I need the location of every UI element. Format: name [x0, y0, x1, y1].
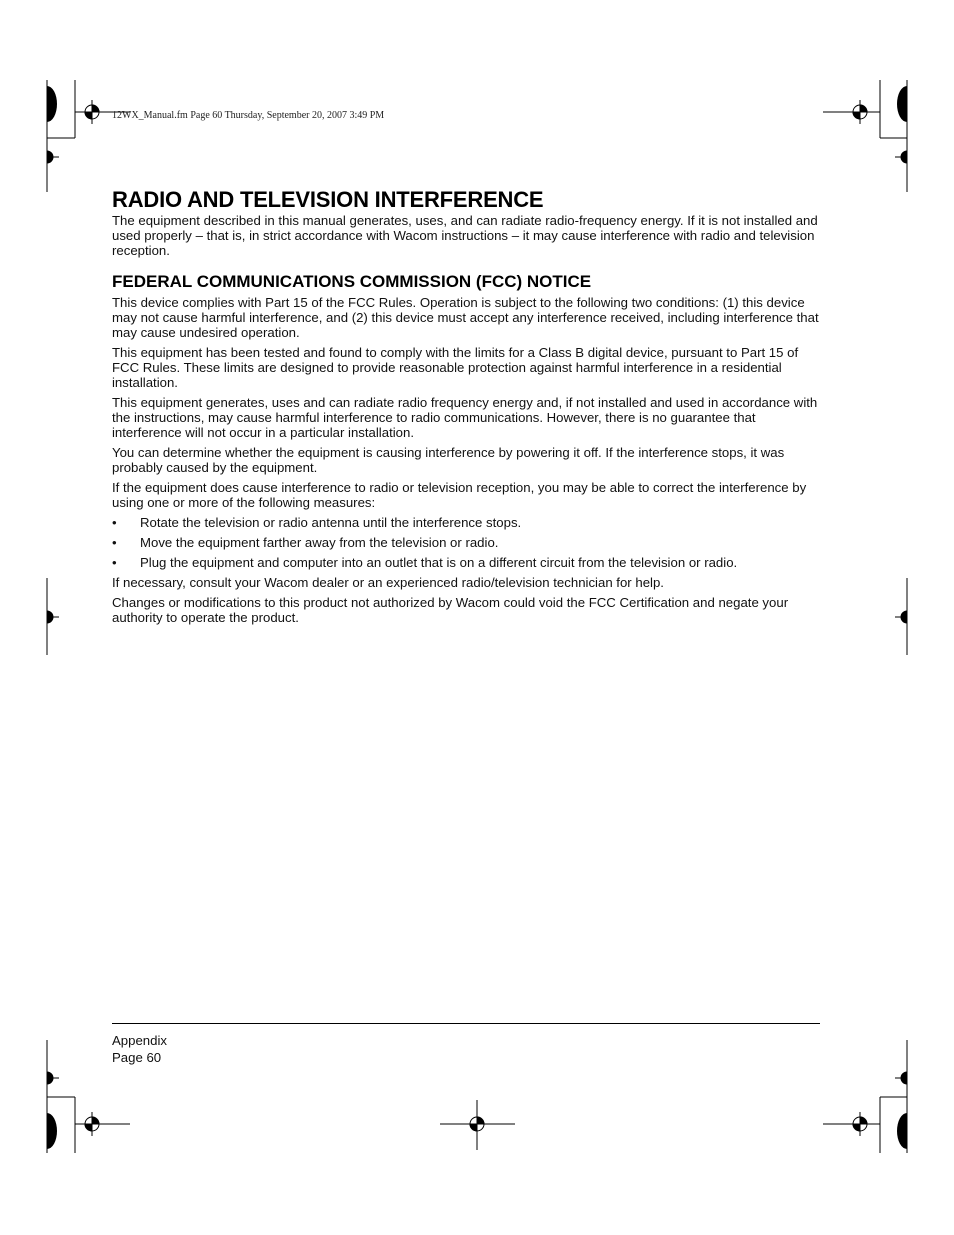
footer-section-label: Appendix: [112, 1033, 167, 1048]
page-title: RADIO AND TELEVISION INTERFERENCE: [112, 187, 544, 212]
print-slug-line: 12WX_Manual.fm Page 60 Thursday, September 20, 2007 3:49 PM: [112, 110, 385, 121]
body-paragraph: If the equipment does cause interference to radio or television reception, you may be able to correct the interference by using one or more of the following measures:: [112, 480, 807, 510]
list-item: [112, 555, 824, 570]
body-paragraph: This device complies with Part 15 of the FCC Rules. Operation is subject to the following two conditions: (1) this device may not cause harmful interference, and (2) this device must accept any interference received, including interference that may cause undesired operation.: [112, 295, 819, 340]
section-heading-fcc: FEDERAL COMMUNICATIONS COMMISSION (FCC) NOTICE: [112, 272, 592, 291]
footer-divider: [112, 1023, 820, 1024]
footer-page-number: Page 60: [112, 1050, 162, 1065]
bullet-icon: •: [112, 515, 117, 530]
body-paragraph: This equipment generates, uses and can radiate radio frequency energy and, if not installed and used in accordance with the instructions, may cause harmful interference to radio communications. However, there is no guarantee that interference will not occur in a particular installation.: [112, 395, 818, 440]
intro-paragraph: The equipment described in this manual generates, uses, and can radiate radio-frequency energy. If it is not installed and used properly – that is, in strict accordance with Wacom instructions – it may cause interference with radio and television reception.: [112, 213, 818, 258]
body-paragraph: You can determine whether the equipment is causing interference by powering it off. If the interference stops, it was probably caused by the equipment.: [112, 445, 785, 475]
body-paragraph: If necessary, consult your Wacom dealer or an experienced radio/television technician for help.: [112, 575, 664, 590]
page-footer: [112, 1032, 167, 1066]
bullet-icon: •: [112, 555, 117, 570]
body-paragraph: This equipment has been tested and found to comply with the limits for a Class B digital device, pursuant to Part 15 of FCC Rules. These limits are designed to provide reasonable protection against harmful interference in a residential installation.: [112, 345, 799, 390]
list-item-text: Rotate the television or radio antenna until the interference stops.: [140, 515, 522, 530]
body-paragraph: Changes or modifications to this product not authorized by Wacom could void the FCC Certification and negate your authority to operate the product.: [112, 595, 789, 625]
list-item-text: Plug the equipment and computer into an outlet that is on a different circuit from the television or radio.: [140, 555, 738, 570]
page-content: [112, 188, 824, 630]
list-item: [112, 535, 824, 550]
list-item: [112, 515, 824, 530]
list-item-text: Move the equipment farther away from the television or radio.: [140, 535, 499, 550]
measures-list: [112, 515, 824, 570]
bullet-icon: •: [112, 535, 117, 550]
